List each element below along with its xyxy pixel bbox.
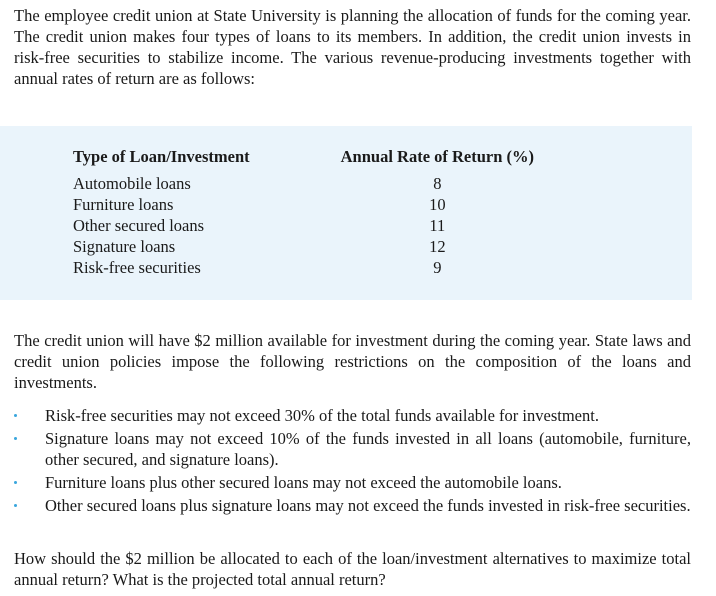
bullet-icon <box>14 481 17 484</box>
table-row <box>73 236 534 257</box>
restriction-text: Signature loans may not exceed 10% of the funds invested in all loans (automobile, furniture, other secured, and signature loans). <box>45 429 691 469</box>
restriction-text: Other secured loans plus signature loans may not exceed the funds invested in risk-free securities. <box>45 496 691 515</box>
question-paragraph: How should the $2 million be allocated to each of the loan/investment alternatives to maximize total annual return? What is the projected total annual return? <box>14 549 691 589</box>
row-rate: 8 <box>433 174 442 193</box>
bullet-icon <box>14 414 17 417</box>
restrictions-list <box>14 405 691 518</box>
header-type: Type of Loan/Investment <box>73 147 250 166</box>
row-rate: 9 <box>433 258 442 277</box>
availability-paragraph: The credit union will have $2 million available for investment during the coming year. State laws and credit union policies impose the following restrictions on the composition of the loans and investments. <box>14 331 691 392</box>
restriction-text: Furniture loans plus other secured loans may not exceed the automobile loans. <box>45 473 562 492</box>
header-rate: Annual Rate of Return (%) <box>340 147 535 166</box>
row-type: Automobile loans <box>73 174 191 193</box>
list-item <box>14 495 691 516</box>
list-item <box>14 472 691 493</box>
row-rate: 12 <box>429 237 446 256</box>
table-row <box>73 194 534 215</box>
restriction-text: Risk-free securities may not exceed 30% of the total funds available for investment. <box>45 406 599 425</box>
rates-table <box>73 146 534 278</box>
row-type: Risk-free securities <box>73 258 201 277</box>
intro-paragraph: The employee credit union at State University is planning the allocation of funds for the coming year. The credit union makes four types of loans to its members. In addition, the credit union invests in risk-free securities to stabilize income. The various revenue-producing investments together with annual rates of return are as follows: <box>14 6 691 88</box>
row-type: Signature loans <box>73 237 176 256</box>
table-header-row <box>73 146 534 173</box>
row-rate: 11 <box>429 216 446 235</box>
row-rate: 10 <box>429 195 446 214</box>
table-row <box>73 215 534 236</box>
row-type: Other secured loans <box>73 216 205 235</box>
row-type: Furniture loans <box>73 195 174 214</box>
bullet-icon <box>14 437 17 440</box>
table-row <box>73 173 534 194</box>
list-item <box>14 405 691 426</box>
list-item <box>14 428 691 470</box>
table-row <box>73 257 534 278</box>
bullet-icon <box>14 504 17 507</box>
rates-table-panel <box>0 126 692 300</box>
